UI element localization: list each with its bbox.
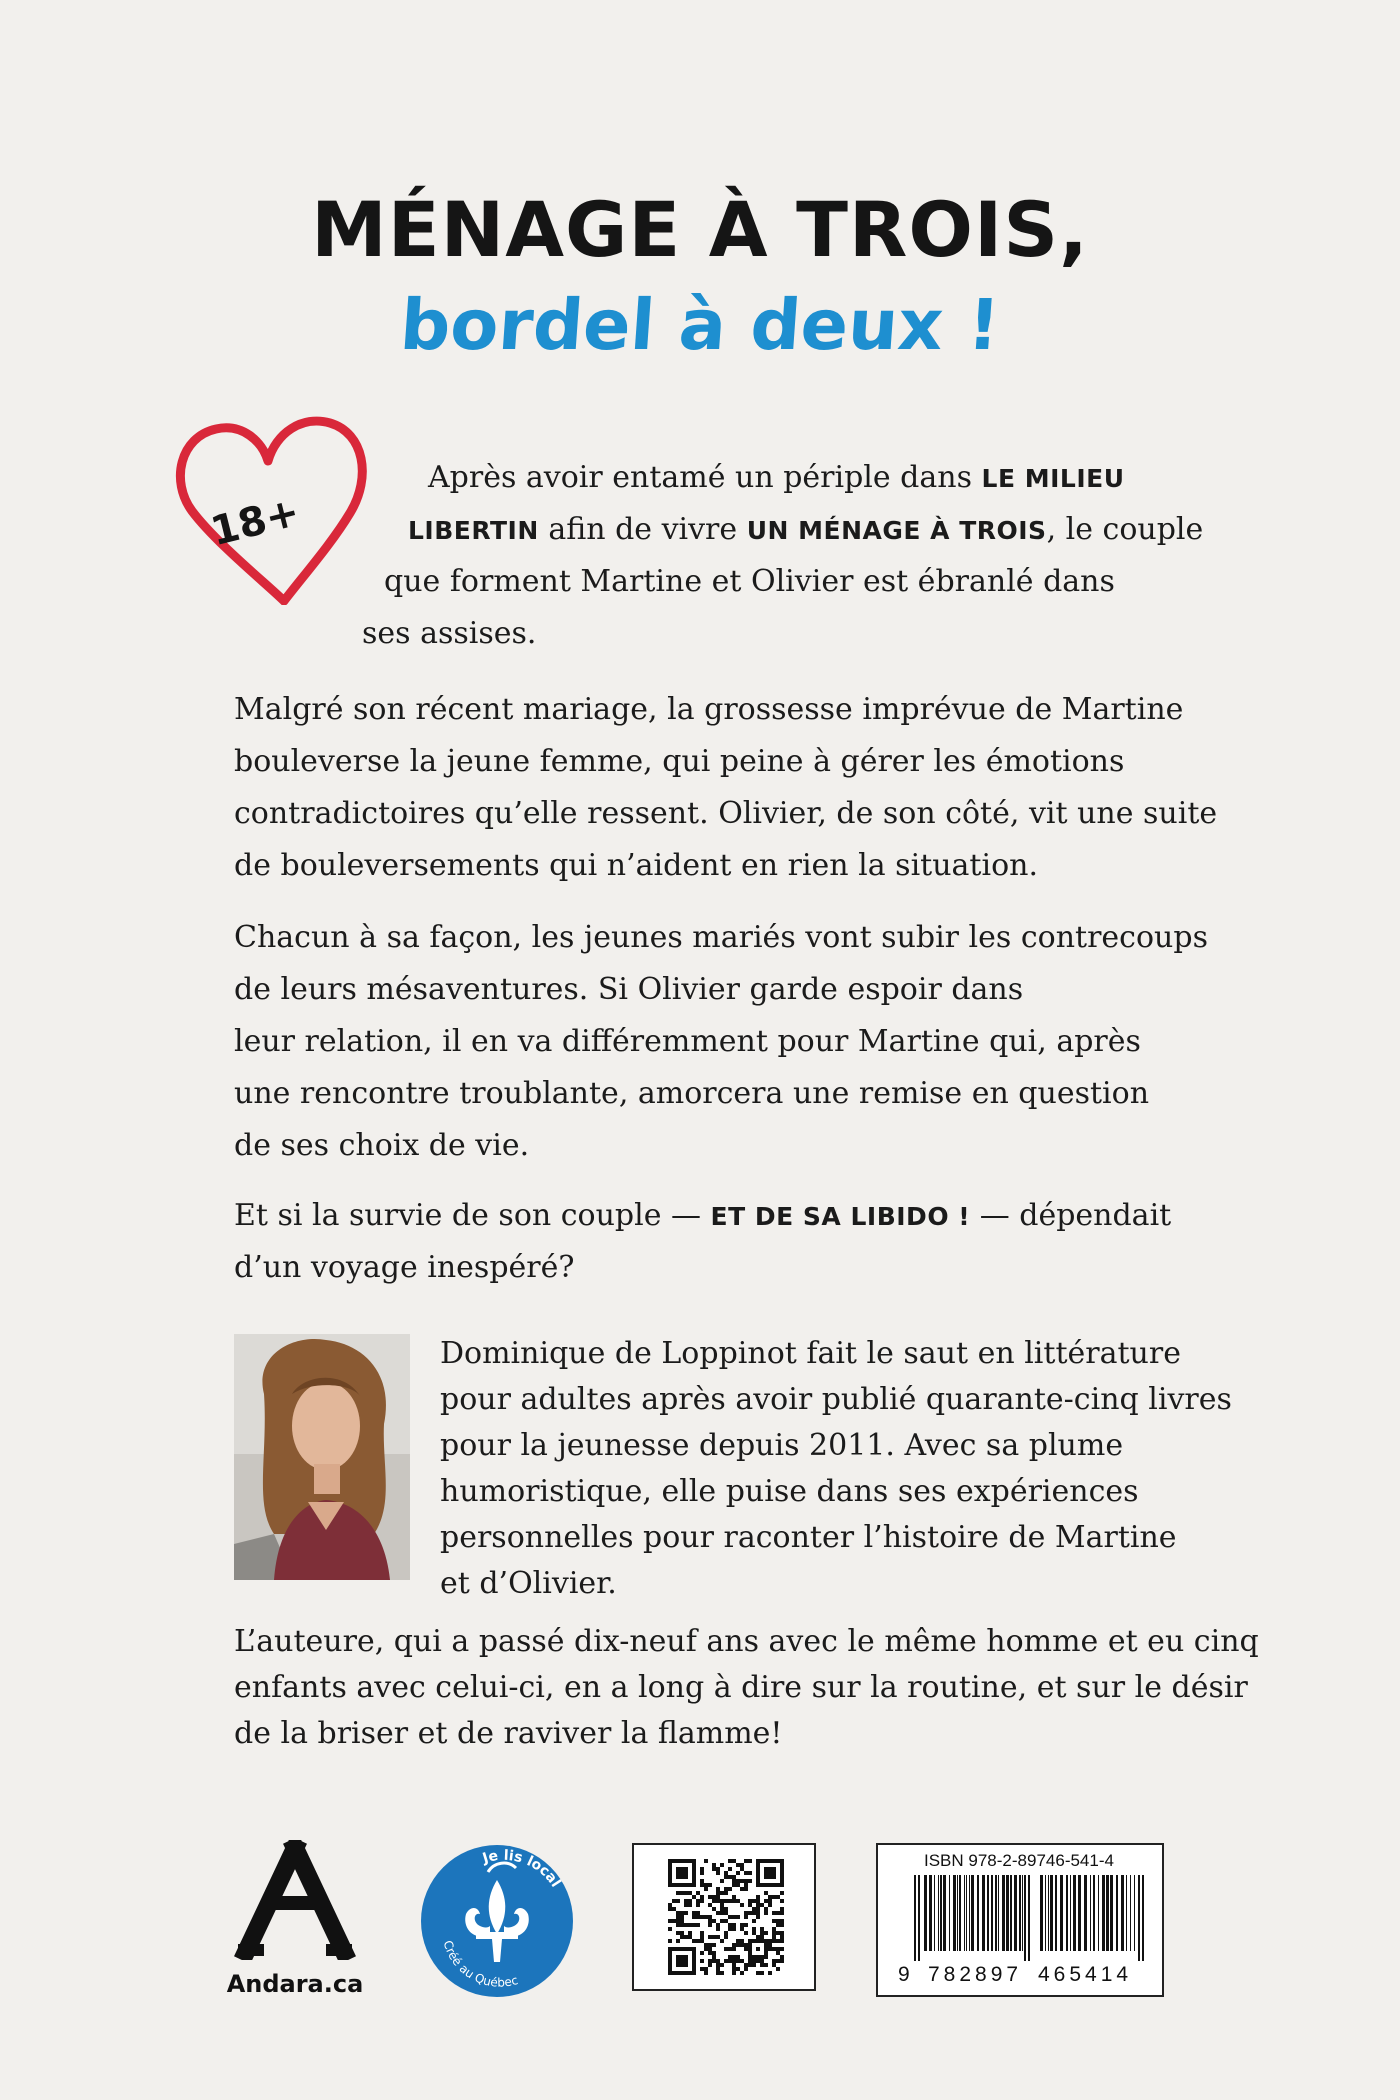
paragraph-line: humoristique, elle puise dans ses expériences xyxy=(440,1474,1139,1509)
title-line-1: MÉNAGE À TROIS, xyxy=(311,185,1089,274)
paragraph-line: et d’Olivier. xyxy=(440,1566,617,1601)
paragraph-line: ses assises. xyxy=(362,616,537,651)
paragraph-line: enfants avec celui-ci, en a long à dire sur la routine, et sur le désir xyxy=(234,1670,1248,1705)
paragraph-line: contradictoires qu’elle ressent. Olivier, de son côté, vit une suite xyxy=(234,796,1218,831)
paragraph-line: de ses choix de vie. xyxy=(234,1128,530,1163)
andara-logo-icon xyxy=(232,1840,358,1960)
paragraph-line: leur relation, il en va différemment pour Martine qui, après xyxy=(234,1024,1141,1059)
badge-top-text: Je lis local xyxy=(480,1847,564,1891)
paragraph-line: bouleverse la jeune femme, qui peine à gérer les émotions xyxy=(234,744,1125,779)
author-photo xyxy=(234,1334,410,1580)
qr-code-box xyxy=(632,1843,816,1991)
paragraph-line: LIBERTIN afin de vivre UN MÉNAGE À TROIS, le couple xyxy=(408,512,1204,547)
paragraph-line: Et si la survie de son couple — ET DE SA LIBIDO ! — dépendait xyxy=(234,1198,1172,1233)
paragraph-line: L’auteure, qui a passé dix-neuf ans avec le même homme et eu cinq xyxy=(234,1624,1259,1659)
isbn-label: ISBN 978-2-89746-541-4 xyxy=(924,1851,1114,1870)
emphasis-caps: UN MÉNAGE À TROIS xyxy=(746,516,1047,545)
paragraph-line: personnelles pour raconter l’histoire de Martine xyxy=(440,1520,1177,1555)
barcode-icon xyxy=(914,1875,1146,1961)
paragraph-line: Chacun à sa façon, les jeunes mariés vont subir les contrecoups xyxy=(234,920,1208,955)
paragraph-line: d’un voyage inespéré? xyxy=(234,1250,575,1285)
emphasis-caps: LE MILIEU xyxy=(981,464,1125,493)
paragraph-line: pour la jeunesse depuis 2011. Avec sa plume xyxy=(440,1428,1124,1463)
heart-18plus-badge xyxy=(172,415,368,605)
age-rating-label: 18+ xyxy=(206,488,305,556)
paragraph-line: de bouleversements qui n’aident en rien la situation. xyxy=(234,848,1038,883)
paragraph-line: pour adultes après avoir publié quarante-cinq livres xyxy=(440,1382,1232,1417)
title-line-2: bordel à deux ! xyxy=(397,284,1003,366)
emphasis-caps: ET DE SA LIBIDO ! xyxy=(710,1202,971,1231)
paragraph-line: une rencontre troublante, amorcera une remise en question xyxy=(234,1076,1150,1111)
isbn-barcode-box xyxy=(876,1843,1164,1997)
barcode-first-digit: 9 xyxy=(898,1963,910,1986)
badge-bottom-text: Créé au Québec xyxy=(440,1938,520,1990)
emphasis-caps: LIBERTIN xyxy=(408,516,539,545)
je-lis-local-badge xyxy=(418,1842,576,2000)
paragraph-line: de leurs mésaventures. Si Olivier garde espoir dans xyxy=(234,972,1024,1007)
publisher-name: Andara.ca xyxy=(226,1970,364,1998)
barcode-right-digits: 465414 xyxy=(1038,1963,1133,1986)
paragraph-line: Malgré son récent mariage, la grossesse imprévue de Martine xyxy=(234,692,1184,727)
paragraph-line: de la briser et de raviver la flamme! xyxy=(234,1716,783,1751)
paragraph-line: Après avoir entamé un périple dans LE MILIEU xyxy=(428,460,1125,495)
paragraph-line: Dominique de Loppinot fait le saut en littérature xyxy=(440,1336,1181,1371)
paragraph-line: que forment Martine et Olivier est ébranlé dans xyxy=(384,564,1115,599)
qr-code-icon xyxy=(668,1859,784,1975)
barcode-left-digits: 782897 xyxy=(928,1963,1023,1986)
